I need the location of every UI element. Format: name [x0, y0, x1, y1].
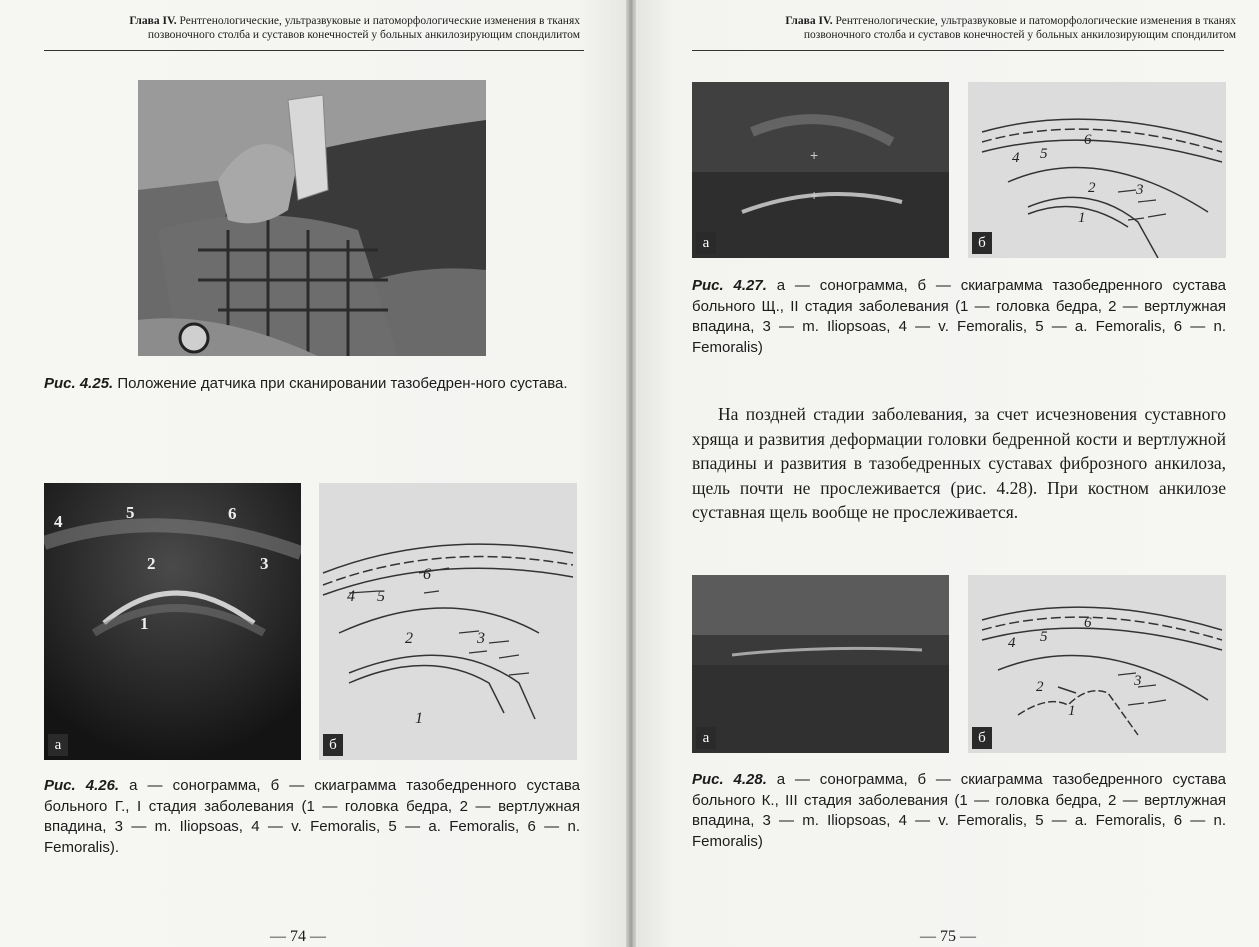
sketch-label-3: 3: [477, 630, 485, 647]
svg-text:+: +: [810, 147, 819, 163]
sketch28-label-3: 3: [1134, 673, 1142, 689]
sono-label-5: 5: [126, 503, 135, 522]
fig-4-27-tag-a: а: [696, 232, 716, 254]
sketch27-label-6: 6: [1084, 132, 1092, 148]
sketch27-label-5: 5: [1040, 146, 1048, 162]
sono-label-4: 4: [54, 512, 63, 531]
sketch-label-6: 6: [423, 566, 431, 583]
left-page: [0, 0, 628, 947]
sketch28-label-2: 2: [1036, 679, 1044, 695]
chapter-label: Глава IV.: [129, 15, 177, 27]
fig-4-26-text: а — сонограмма, б — скиаграмма тазобедренного сустава больного Г., I стадия заболевания (1 — головка бедра, 2 — вертлужная впадина, 3 — m. Iliopsoas, 4 — v. Femoralis, 5 — a. Femoralis, 6 — n. Femoralis).: [44, 777, 580, 856]
sketch27-label-2: 2: [1088, 180, 1096, 196]
fig-4-25-label: Рис. 4.25.: [44, 375, 114, 392]
fig-4-27-tag-b: б: [972, 232, 992, 254]
fig-4-26-tag-b: б: [323, 734, 343, 756]
sono-label-6: 6: [228, 504, 237, 523]
sketch27-label-4: 4: [1012, 150, 1020, 166]
header-rule: [44, 50, 584, 51]
header-rule-right: [692, 50, 1224, 51]
fig-4-28-tag-b: б: [972, 727, 992, 749]
sketch-label-1: 1: [415, 710, 423, 727]
fig-4-28a-sonogram: [692, 575, 949, 753]
sono-label-2: 2: [147, 554, 156, 573]
sono-label-3: 3: [260, 554, 269, 573]
body-paragraph: На поздней стадии заболевания, за счет исчезновения суставного хряща и развития деформации головки бедренной кости и вертлужной впадины и развития в тазобедренных суставах фиброзного анкилоза, щель почти не прослеживается (рис. 4.28). При костном анкилозе суставная щель вообще не прослеживается.: [692, 404, 1226, 522]
header-line-2: позвоночного столба и суставов конечностей у больных анкилозирующим спондилитом: [147, 29, 580, 41]
fig-4-27-caption: [692, 276, 1226, 358]
fig-4-28-tag-a: а: [696, 727, 716, 749]
sketch28-label-5: 5: [1040, 629, 1048, 645]
header-line-1-right: Рентгенологические, ультразвуковые и патоморфологические изменения в тканях: [835, 15, 1236, 27]
sketch-label-4: 4: [347, 588, 355, 605]
right-page: [636, 0, 1259, 947]
fig-4-27b-sketch: [968, 82, 1226, 258]
fig-4-26-caption: [44, 776, 580, 858]
sketch28-label-6: 6: [1084, 615, 1092, 631]
running-header-right: [676, 14, 1236, 42]
sketch27-label-3: 3: [1136, 182, 1144, 198]
fig-4-26-tag-a: а: [48, 734, 68, 756]
header-line-1: Рентгенологические, ультразвуковые и патоморфологические изменения в тканях: [179, 15, 580, 27]
sketch-label-5: 5: [377, 588, 385, 605]
page-number-75: — 75 —: [920, 928, 976, 945]
fig-4-25-text: Положение датчика при сканировании тазобедрен-ного сустава.: [117, 375, 568, 392]
sketch28-label-1: 1: [1068, 703, 1076, 719]
fig-4-27-text: а — сонограмма, б — скиаграмма тазобедренного сустава больного Щ., II стадия заболевания (1 — головка бедра, 2 — вертлужная впадина, 3 — m. Iliopsoas, 4 — v. Femoralis, 5 — a. Femoralis, 6 — n. Femoralis): [692, 277, 1226, 356]
fig-4-28-label: Рис. 4.28.: [692, 771, 767, 788]
fig-4-25-photo: [138, 80, 486, 356]
sono-label-1: 1: [140, 614, 149, 633]
sketch27-label-1: 1: [1078, 210, 1086, 226]
sketch-label-2: 2: [405, 630, 413, 647]
running-header: [20, 14, 580, 42]
header-line-2-right: позвоночного столба и суставов конечностей у больных анкилозирующим спондилитом: [803, 29, 1236, 41]
fig-4-26b-sketch: [319, 483, 577, 760]
chapter-label-right: Глава IV.: [785, 15, 833, 27]
fig-4-27a-sonogram: [692, 82, 949, 258]
fig-4-27-label: Рис. 4.27.: [692, 277, 767, 294]
svg-text:+: +: [810, 187, 819, 203]
page-number-74: — 74 —: [270, 928, 326, 945]
fig-4-28-text: а — сонограмма, б — скиаграмма тазобедренного сустава больного К., III стадия заболевания (1 — головка бедра, 2 — вертлужная впадина, 3 — m. Iliopsoas, 4 — v. Femoralis, 5 — a. Femoralis, 6 — n. Femoralis): [692, 771, 1226, 850]
sketch28-label-4: 4: [1008, 635, 1016, 651]
fig-4-28-caption: [692, 770, 1226, 852]
fig-4-25-caption: [44, 374, 580, 395]
fig-4-26a-sonogram: [44, 483, 301, 760]
fig-4-28b-sketch: [968, 575, 1226, 753]
fig-4-26-label: Рис. 4.26.: [44, 777, 120, 794]
